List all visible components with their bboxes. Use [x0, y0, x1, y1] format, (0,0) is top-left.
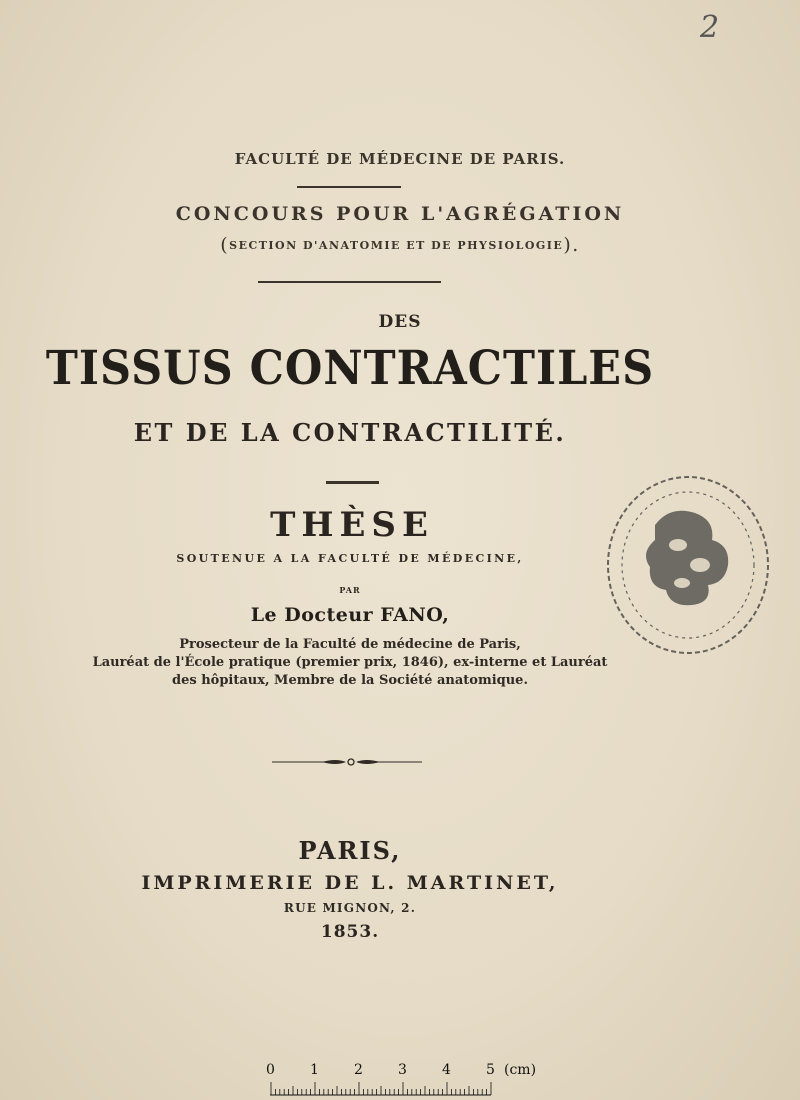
bio-line: Lauréat de l'École pratique (premier prix, 1846), ex-interne et Lauréat: [92, 655, 608, 670]
these-heading: THÈSE: [270, 505, 434, 545]
imprint-year: 1853.: [320, 922, 380, 942]
author-name: Le Docteur FANO,: [250, 604, 450, 626]
divider-rule: [297, 186, 401, 188]
des-word: DES: [378, 312, 422, 332]
handwritten-page-number: 2: [700, 10, 720, 45]
divider-rule: [258, 281, 441, 283]
library-stamp: [600, 465, 775, 665]
scale-ruler: [270, 1082, 492, 1096]
imprint-printer: IMPRIMERIE DE L. MARTINET,: [141, 872, 559, 894]
section-text: SECTION D'ANATOMIE ET DE PHYSIOLOGIE: [229, 239, 564, 252]
scale-label: 4: [442, 1062, 451, 1078]
bio-line: Prosecteur de la Faculté de médecine de Paris,: [179, 637, 521, 652]
divider-rule: [326, 481, 379, 484]
ornament-divider: [270, 755, 430, 769]
scale-label: 5: [486, 1062, 495, 1078]
scale-unit: (cm): [504, 1062, 537, 1078]
imprint-city: PARIS,: [298, 836, 402, 865]
scale-label: 1: [310, 1062, 319, 1078]
imprint-street: RUE MIGNON, 2.: [283, 901, 417, 915]
section-close-paren: ).: [563, 234, 580, 256]
concours-heading: CONCOURS POUR L'AGRÉGATION: [175, 203, 625, 225]
bio-line: des hôpitaux, Membre de la Société anatomique.: [172, 673, 528, 688]
section-subheading: [50, 234, 750, 256]
scale-label: 2: [354, 1062, 363, 1078]
faculty-heading: FACULTÉ DE MÉDECINE DE PARIS.: [234, 150, 566, 168]
author-bio: [0, 636, 700, 690]
main-title: TISSUS CONTRACTILES: [45, 342, 655, 396]
scale-label: 3: [398, 1062, 407, 1078]
par-word: PAR: [339, 585, 361, 595]
scale-bar: [262, 1062, 542, 1098]
section-open-paren: (: [220, 234, 230, 256]
soutenue-line: SOUTENUE A LA FACULTÉ DE MÉDECINE,: [176, 552, 524, 565]
scale-label: 0: [266, 1062, 275, 1078]
title-subline: ET DE LA CONTRACTILITÉ.: [133, 418, 567, 447]
